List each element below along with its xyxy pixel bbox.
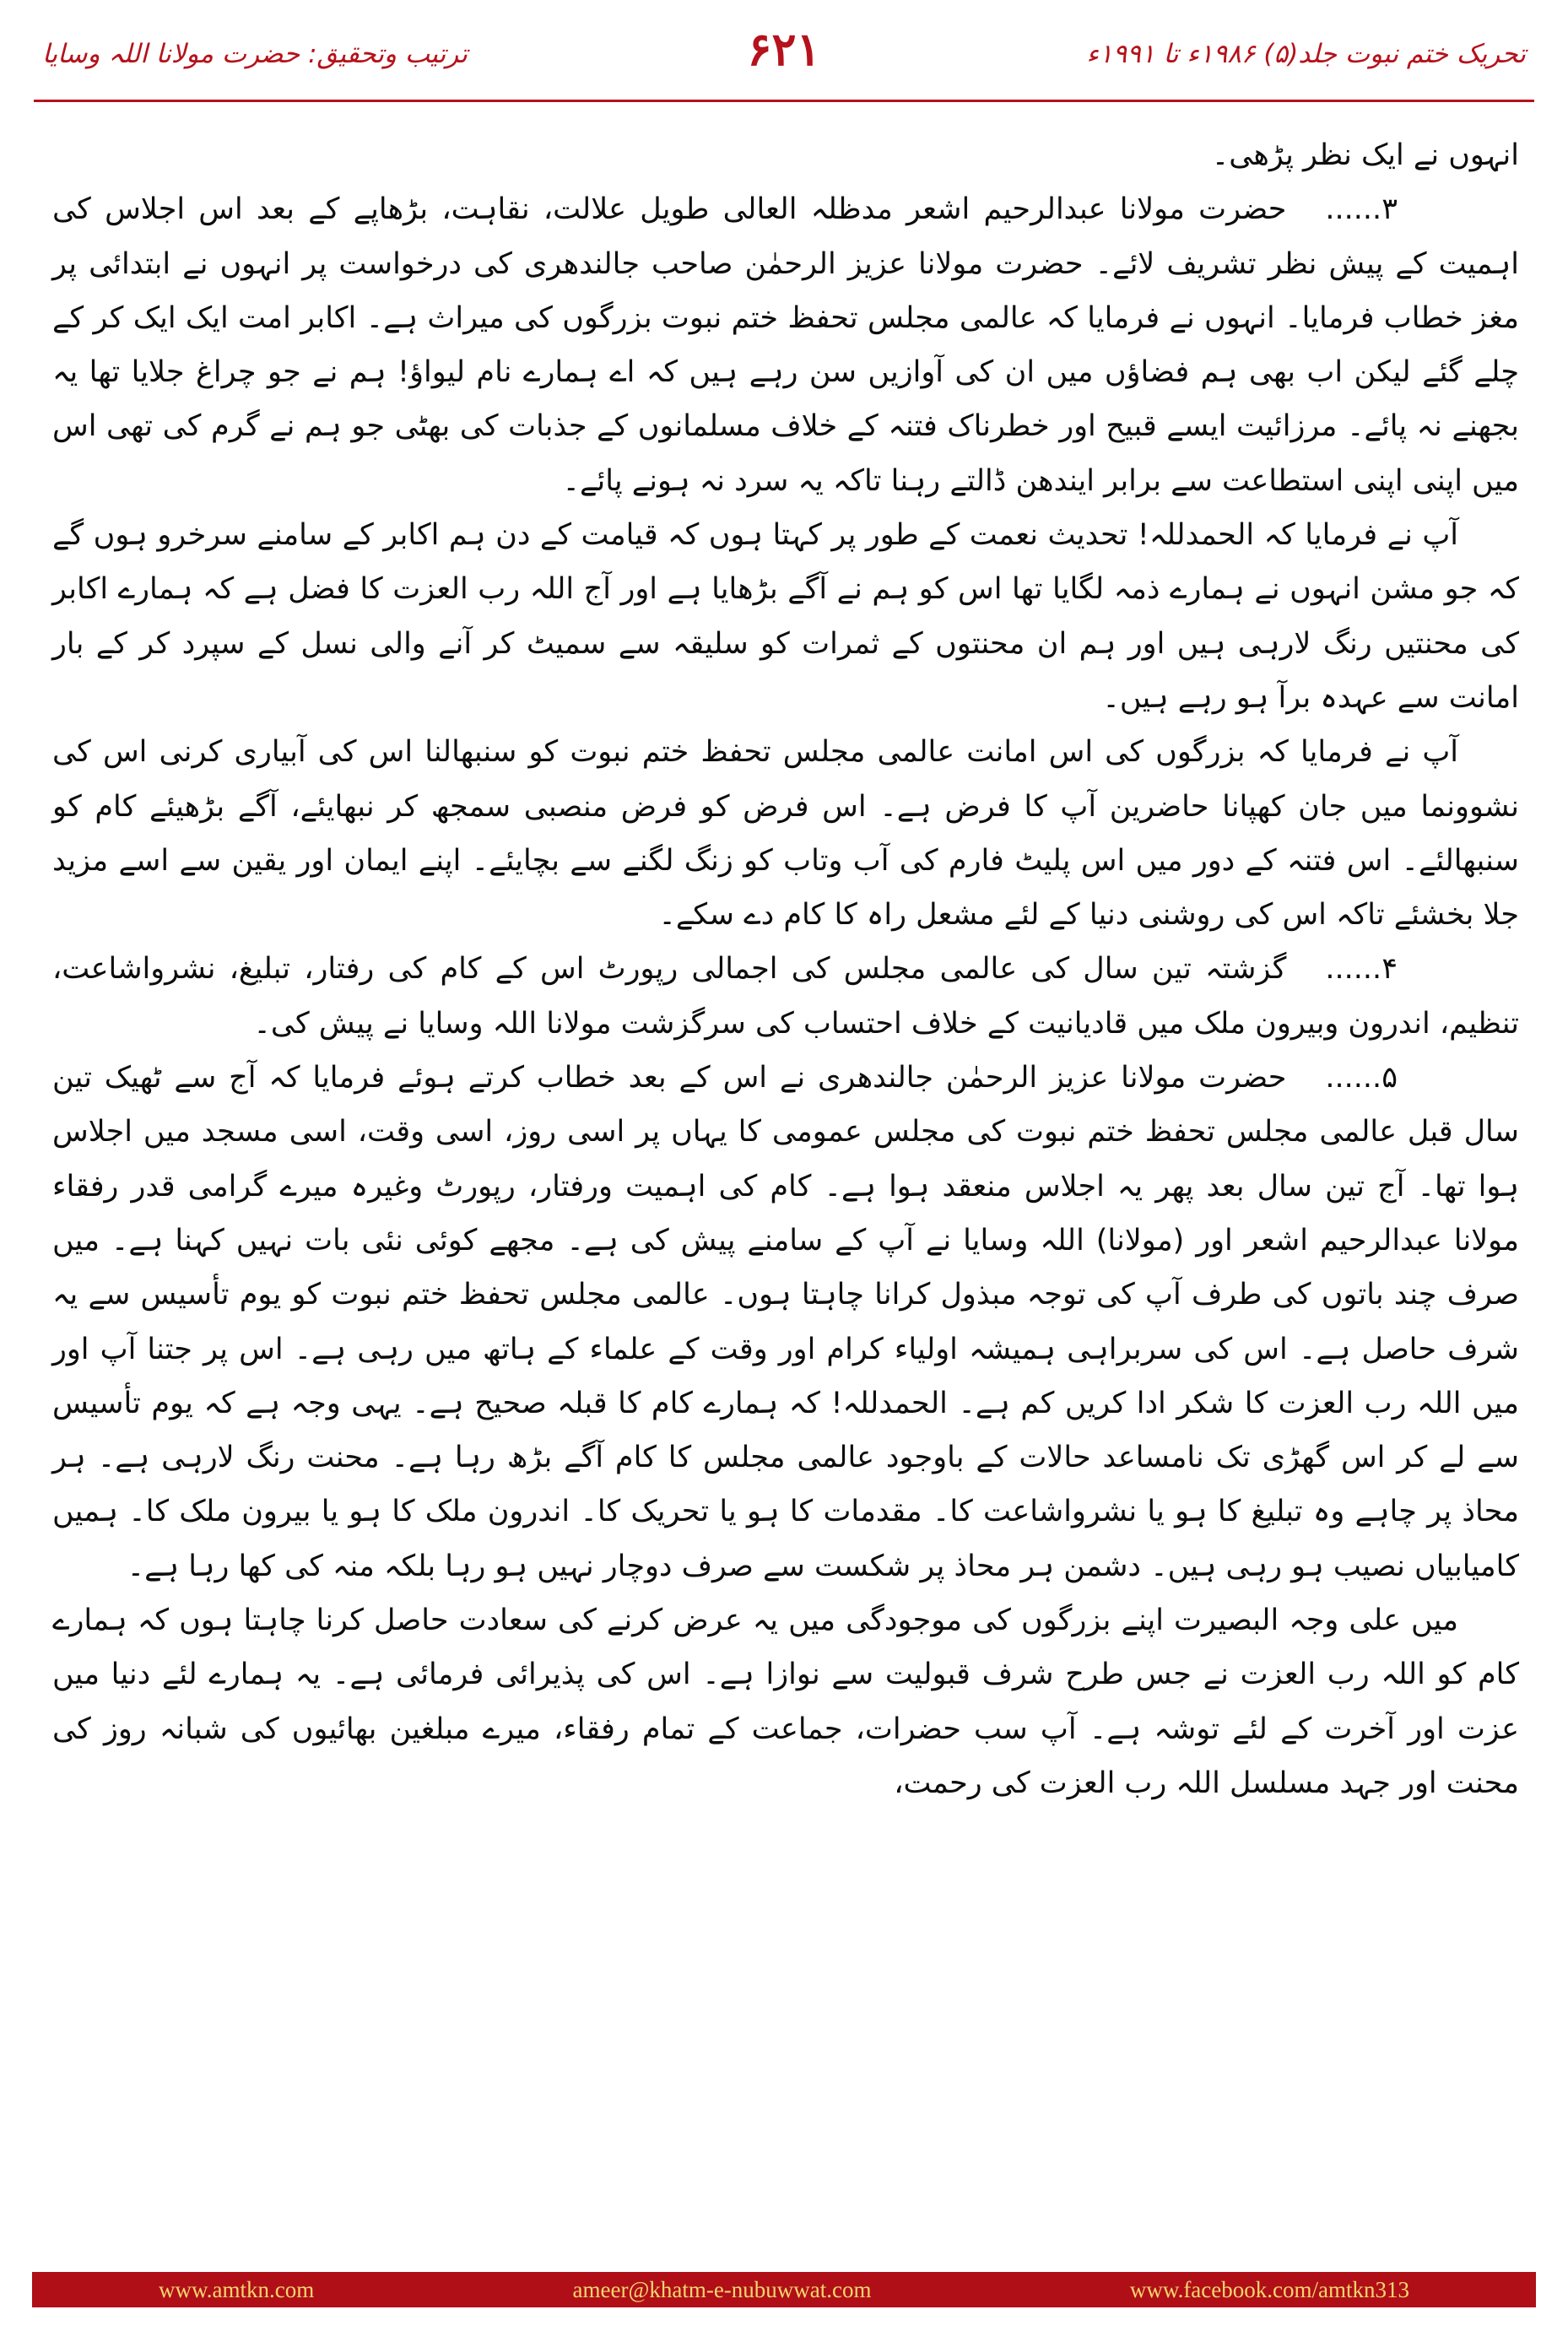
paragraph: [52, 1593, 1519, 1810]
header-book-title: تحریک ختم نبوت جلد(۵) ۱۹۸۶ء تا ۱۹۹۱ء: [1086, 39, 1526, 69]
page-number: ۶۲۱: [747, 22, 821, 76]
paragraph-text: حضرت مولانا عزیز الرحمٰن جالندھری نے اس کے بعد خطاب کرتے ہوئے فرمایا کہ آج سے ٹھیک تین سال قبل عالمی مجلس تحفظ ختم نبوت کی مجلس عمومی کا یہاں پر اسی روز، اسی وقت، اسی مسجد میں اجلاس ہوا تھا۔ آج تین سال بعد پھر یہ اجلاس منعقد ہوا ہے۔ کام کی اہمیت ورفتار، رپورٹ وغیرہ میرے گرامی قدر رفقاء مولانا عبدالرحیم اشعر اور (مولانا) اللہ وسایا نے آپ کے سامنے پیش کی ہے۔ مجھے کوئی نئی بات نہیں کہنا ہے۔ میں صرف چند باتوں کی طرف آپ کی توجہ مبذول کرانا چاہتا ہوں۔ عالمی مجلس تحفظ ختم نبوت کو یوم تأسیس سے یہ شرف حاصل ہے۔ اس کی سربراہی ہمیشہ اولیاء کرام اور وقت کے علماء کے ہاتھ میں رہی ہے۔ اس پر جتنا آپ اور میں اللہ رب العزت کا شکر ادا کریں کم ہے۔ الحمدللہ! کہ ہمارے کام کا قبلہ صحیح ہے۔ یہی وجہ ہے کہ یوم تأسیس سے لے کر اس گھڑی تک نامساعد حالات کے باوجود عالمی مجلس کا کام آگے بڑھ رہا ہے۔ محنت رنگ لارہی ہے۔ ہر محاذ پر چاہے وہ تبلیغ کا ہو یا نشرواشاعت کا۔ مقدمات کا ہو یا تحریک کا۔ اندرون ملک کا ہو یا بیرون ملک کا۔ ہمیں کامیابیاں نصیب ہو رہی ہیں۔ دشمن ہر محاذ پر شکست سے صرف دوچار نہیں ہو رہا بلکہ منہ کی کھا رہا ہے۔: [52, 1061, 1519, 1583]
header-compiler-credit: ترتیب وتحقیق: حضرت مولانا اللہ وسایا: [42, 39, 468, 69]
footer-website-link[interactable]: www.amtkn.com: [159, 2276, 315, 2302]
header-rule: [34, 100, 1534, 102]
paragraph-number: ۳......: [1325, 192, 1398, 227]
paragraph-text: انہوں نے ایک نظر پڑھی۔: [1211, 138, 1519, 172]
paragraph-number: ۴......: [1325, 952, 1398, 987]
paragraph-text: حضرت مولانا عبدالرحیم اشعر مدظلہ العالی طویل علالت، نقاہت، بڑھاپے کے بعد اس اجلاس کی اہمیت کے پیش نظر تشریف لائے۔ حضرت مولانا عزیز الرحمٰن صاحب جالندھری کی درخواست پر انہوں نے ابتدائی پر مغز خطاب فرمایا۔ انہوں نے فرمایا کہ عالمی مجلس تحفظ ختم نبوت بزرگوں کی میراث ہے۔ اکابر امت ایک ایک کر کے چلے گئے لیکن اب بھی ہم فضاؤں میں ان کی آوازیں سن رہے ہیں کہ اے ہمارے نام لیواؤ! ہم نے جو چراغ جلایا تھا یہ بجھنے نہ پائے۔ مرزائیت ایسے قبیح اور خطرناک فتنہ کے خلاف مسلمانوں کے جذبات کی بھٹی جو ہم نے گرم کی تھی اس میں اپنی اپنی استطاعت سے برابر ایندھن ڈالتے رہنا تاکہ یہ سرد نہ ہونے پائے۔: [52, 192, 1519, 498]
paragraph: [52, 182, 1519, 508]
page-header: [34, 15, 1534, 108]
paragraph-number: ۵......: [1325, 1061, 1398, 1095]
footer-email-link[interactable]: ameer@khatm-e-nubuwwat.com: [572, 2276, 872, 2302]
paragraph: [52, 128, 1519, 182]
paragraph: [52, 942, 1519, 1051]
paragraph: [52, 1051, 1519, 1593]
paragraph-text: آپ نے فرمایا کہ الحمدللہ! تحدیث نعمت کے طور پر کہتا ہوں کہ قیامت کے دن ہم اکابر کے سامنے سرخرو ہوں گے کہ جو مشن انہوں نے ہمارے ذمہ لگایا تھا اس کو ہم نے آگے بڑھایا ہے اور آج اللہ رب العزت کا فضل ہے کہ ہمارے اکابر کی محنتیں رنگ لارہی ہیں اور ہم ان محنتوں کے ثمرات کو سلیقہ سے سمیٹ کر آنے والی نسل کے سپرد کر کے بار امانت سے عہدہ برآ ہو رہے ہیں۔: [52, 518, 1519, 715]
page-footer: [32, 2272, 1536, 2307]
paragraph-text: گزشتہ تین سال کی عالمی مجلس کی اجمالی رپورٹ اس کے کام کی رفتار، تبلیغ، نشرواشاعت، تنظیم، اندرون وبیرون ملک میں قادیانیت کے خلاف احتساب کی سرگزشت مولانا اللہ وسایا نے پیش کی۔: [52, 952, 1519, 1041]
page-body: [52, 128, 1519, 1810]
paragraph: [52, 725, 1519, 942]
paragraph-text: آپ نے فرمایا کہ بزرگوں کی اس امانت عالمی مجلس تحفظ ختم نبوت کو سنبھالنا اس کی آبیاری کرنی اس کی نشوونما میں جان کھپانا حاضرین آپ کا فرض ہے۔ اس فرض کو فرض منصبی سمجھ کر نبھایئے، آگے بڑھیئے کام کو سنبھالئے۔ اس فتنہ کے دور میں اس پلیٹ فارم کی آب وتاب کو زنگ لگنے سے بچایئے۔ اپنے ایمان اور یقین سے اسے مزید جلا بخشئے تاکہ اس کی روشنی دنیا کے لئے مشعل راہ کا کام دے سکے۔: [52, 735, 1519, 933]
paragraph-text: میں علی وجہ البصیرت اپنے بزرگوں کی موجودگی میں یہ عرض کرنے کی سعادت حاصل کرنا چاہتا ہوں کہ ہمارے کام کو اللہ رب العزت نے جس طرح شرف قبولیت سے نوازا ہے۔ اس کی پذیرائی فرمائی ہے۔ یہ ہمارے لئے دنیا میں عزت اور آخرت کے لئے توشہ ہے۔ آپ سب حضرات، جماعت کے تمام رفقاء، میرے مبلغین بھائیوں کی شبانہ روز کی محنت اور جہد مسلسل اللہ رب العزت کی رحمت،: [52, 1604, 1519, 1800]
footer-facebook-link[interactable]: www.facebook.com/amtkn313: [1129, 2276, 1409, 2302]
paragraph: [52, 508, 1519, 725]
